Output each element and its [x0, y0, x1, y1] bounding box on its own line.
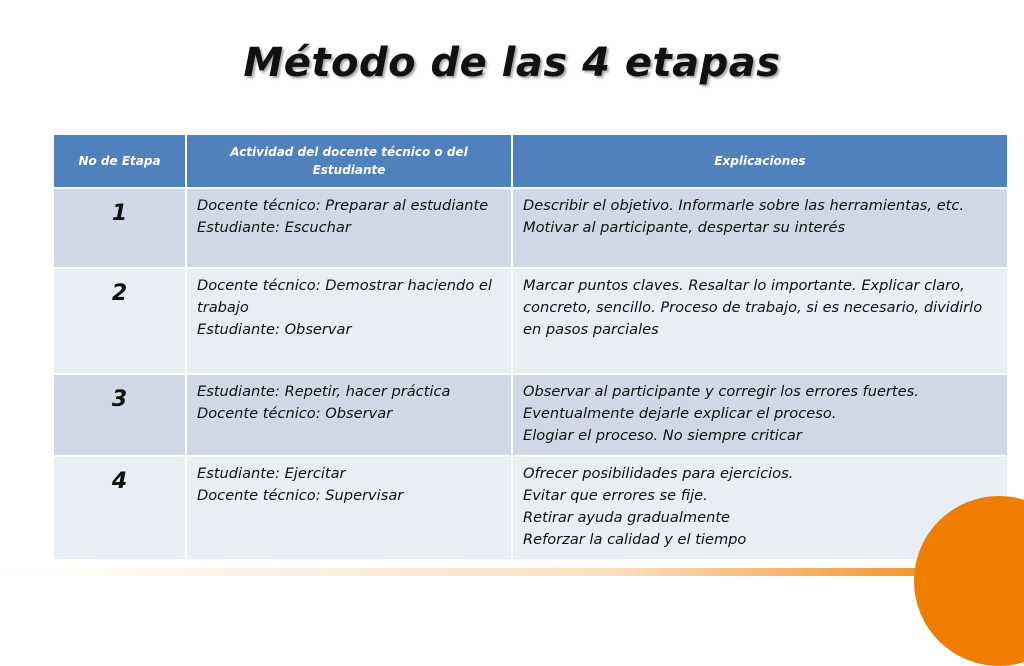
explanation-line: Elogiar el proceso. No siempre criticar	[523, 427, 802, 444]
explanation-line: Reforzar la calidad y el tiempo	[523, 531, 747, 548]
stages-table	[52, 133, 1009, 561]
explanation-cell	[512, 188, 1008, 268]
activity-line: Estudiante: Repetir, hacer práctica	[197, 383, 451, 400]
accent-stripe	[0, 568, 1024, 576]
table-row	[53, 268, 1008, 374]
stage-number: 2	[53, 268, 186, 374]
stage-number: 4	[53, 456, 186, 560]
activity-cell	[186, 268, 512, 374]
explanation-line: Ofrecer posibilidades para ejercicios.	[523, 465, 794, 482]
table-row	[53, 374, 1008, 456]
header-stage-number: No de Etapa	[53, 134, 186, 188]
explanation-line: Motivar al participante, despertar su interés	[523, 219, 846, 236]
stage-number: 3	[53, 374, 186, 456]
explanation-line: en pasos parciales	[523, 321, 659, 338]
explanation-cell	[512, 374, 1008, 456]
table-header-row	[53, 134, 1008, 188]
activity-line: Estudiante: Observar	[197, 321, 352, 338]
activity-cell	[186, 374, 512, 456]
explanation-line: Retirar ayuda gradualmente	[523, 509, 731, 526]
table-row	[53, 188, 1008, 268]
activity-line: Docente técnico: Supervisar	[197, 487, 404, 504]
activity-line: Estudiante: Escuchar	[197, 219, 351, 236]
activity-line: Docente técnico: Demostrar haciendo el trabajo	[197, 277, 492, 316]
table-row	[53, 456, 1008, 560]
explanation-cell	[512, 268, 1008, 374]
explanation-line: Eventualmente dejarle explicar el proceso.	[523, 405, 837, 422]
activity-cell	[186, 188, 512, 268]
slide-title: Método de las 4 etapas	[243, 40, 781, 86]
activity-line: Docente técnico: Observar	[197, 405, 393, 422]
header-explanations: Explicaciones	[512, 134, 1008, 188]
explanation-line: Describir el objetivo. Informarle sobre las herramientas, etc.	[523, 197, 965, 214]
stage-number: 1	[53, 188, 186, 268]
activity-cell	[186, 456, 512, 560]
explanation-line: Evitar que errores se fije.	[523, 487, 708, 504]
explanation-line: Observar al participante y corregir los errores fuertes.	[523, 383, 919, 400]
activity-line: Estudiante: Ejercitar	[197, 465, 346, 482]
explanation-line: Marcar puntos claves. Resaltar lo importante. Explicar claro, concreto, sencillo. Proceso de trabajo, si es necesario, dividirlo	[523, 277, 983, 316]
header-activity: Actividad del docente técnico o del Estudiante	[186, 134, 512, 188]
activity-line: Docente técnico: Preparar al estudiante	[197, 197, 489, 214]
